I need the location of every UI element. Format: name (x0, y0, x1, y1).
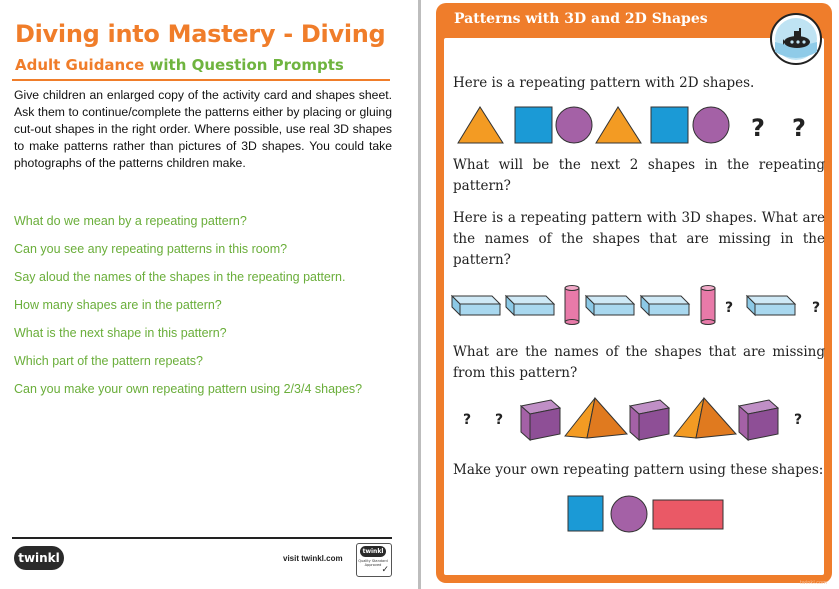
question-5: Make your own repeating pattern using these shapes: (453, 462, 824, 478)
question-2: What will be the next 2 shapes in the repeating pattern? (453, 157, 825, 194)
unknown-mark: ? (725, 300, 734, 316)
square-shape (515, 107, 552, 143)
title-divider (12, 79, 390, 81)
own-pattern-shapes (566, 495, 726, 533)
badge-text: Quality Standard Approved (358, 559, 388, 567)
twinkl-logo-icon[interactable]: twinkl (14, 546, 64, 570)
unknown-mark: ? (792, 114, 806, 142)
cuboid-shape (452, 296, 500, 315)
unknown-mark: ? (495, 412, 504, 428)
subtitle-question-prompts: with Question Prompts (149, 56, 344, 74)
prompt-item: Can you make your own repeating pattern using 2/3/4 shapes? (14, 382, 363, 396)
pyramid-shape (565, 398, 627, 438)
cuboid-shape (506, 296, 554, 315)
circle-shape[interactable] (611, 496, 647, 532)
pyramid-shape (674, 398, 736, 438)
triangle-shape (458, 107, 503, 143)
square-shape (651, 107, 688, 143)
cuboid-shape (586, 296, 634, 315)
card-title: Patterns with 3D and 2D Shapes (454, 11, 708, 27)
cube-shape (739, 400, 778, 440)
pattern-3d-cubes (455, 396, 825, 444)
visit-link[interactable]: visit twinkl.com (283, 554, 343, 563)
page-divider (418, 0, 421, 589)
circle-shape (556, 107, 592, 143)
cube-shape (630, 400, 669, 440)
circle-shape (693, 107, 729, 143)
pattern-3d (450, 284, 830, 328)
unknown-mark: ? (812, 300, 821, 316)
triangle-shape (596, 107, 641, 143)
page-subtitle (15, 56, 344, 74)
square-shape[interactable] (568, 496, 603, 531)
pattern-2d (455, 104, 825, 146)
card-watermark: twinkl.com (799, 580, 827, 586)
unknown-mark: ? (794, 412, 803, 428)
prompt-item: How many shapes are in the pattern? (14, 298, 222, 312)
quality-badge-icon (356, 543, 392, 577)
page-title: Diving into Mastery - Diving (15, 20, 386, 48)
unknown-mark: ? (463, 412, 472, 428)
prompt-item: Which part of the pattern repeats? (14, 354, 203, 368)
question-3: Here is a repeating pattern with 3D shapes. What are the names of the shapes that are missing in the pattern? (453, 210, 825, 268)
prompt-item: What do we mean by a repeating pattern? (14, 214, 247, 228)
question-4: What are the names of the shapes that are missing from this pattern? (453, 344, 825, 381)
check-icon: ✓ (381, 565, 389, 575)
unknown-mark: ? (751, 114, 765, 142)
prompt-item: Say aloud the names of the shapes in the repeating pattern. (14, 270, 346, 284)
question-prompts-list (14, 213, 362, 409)
guidance-page (0, 0, 418, 589)
subtitle-adult-guidance: Adult Guidance (15, 56, 145, 74)
submarine-icon (769, 12, 823, 66)
prompt-item: Can you see any repeating patterns in this room? (14, 242, 288, 256)
cuboid-shape (641, 296, 689, 315)
cylinder-shape (565, 286, 579, 325)
cuboid-shape (747, 296, 795, 315)
cylinder-shape (701, 286, 715, 325)
footer-divider (12, 537, 392, 539)
intro-paragraph: Give children an enlarged copy of the activity card and shapes sheet. Ask them to continue/complete the patterns either by placing or gluing cut-out shapes in the right order. Where possible, use real 3D shapes to make patterns rather than pictures of 3D shapes. You could take photographs of the patterns children make. (14, 88, 392, 170)
question-1: Here is a repeating pattern with 2D shapes. (453, 75, 755, 91)
prompt-item: What is the next shape in this pattern? (14, 326, 227, 340)
badge-logo: twinkl (360, 546, 386, 557)
cube-shape (521, 400, 560, 440)
rectangle-shape[interactable] (653, 500, 723, 529)
